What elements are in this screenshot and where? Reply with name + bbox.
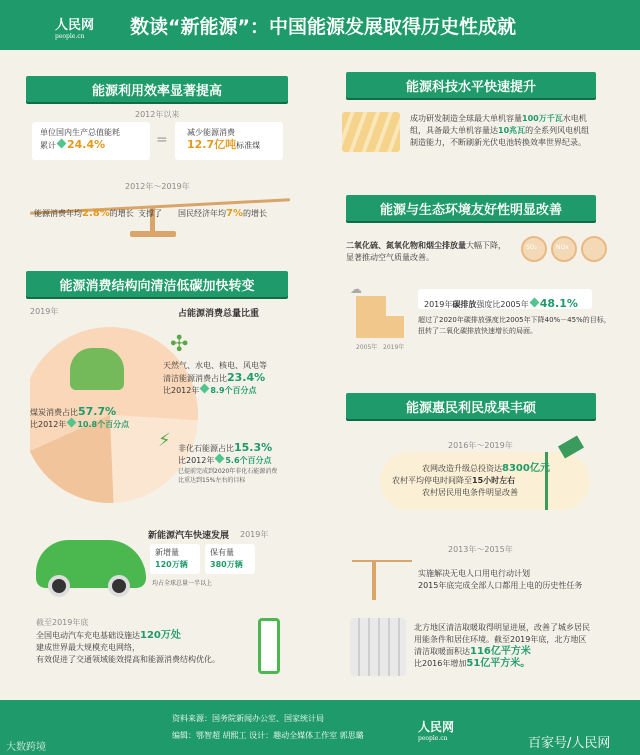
up-arrow-icon: [215, 454, 225, 464]
radiator-icon: [350, 618, 406, 676]
chimney-2005-icon: [356, 296, 386, 338]
equals-sign: =: [156, 132, 168, 148]
so2-label: SO₂: [526, 244, 537, 251]
gdp-energy-value: 24.4%: [67, 138, 106, 151]
heating-increase-value: 51亿平方米。: [466, 658, 531, 669]
scale-base: [130, 231, 176, 237]
eco-text: 二氧化硫、氮氧化物和烟尘排放量大幅下降， 显著推动空气质量改善。: [346, 241, 506, 262]
share-title: 占能源消费总量比重: [178, 309, 260, 319]
power-line-icon: [352, 560, 412, 600]
watermark-left: 大数跨境: [6, 742, 46, 753]
efficiency-since: 2012年以来: [135, 110, 180, 119]
smoke-cloud-icon: [581, 236, 607, 262]
page-header: [0, 0, 640, 50]
utility-pole-icon: [372, 560, 376, 600]
carbon-value: 48.1%: [539, 297, 578, 310]
section-heading-efficiency: 能源利用效率显著提高: [26, 76, 288, 102]
up-arrow-icon: [200, 384, 210, 394]
wind-turbine-icon: ✣: [170, 332, 189, 357]
year-2019: 2019年: [383, 344, 405, 351]
carbon-box: 2019年碳排放强度比2005年 48.1%: [418, 289, 592, 309]
section-heading-structure: 能源消费结构向清洁低碳加快转变: [26, 271, 288, 297]
footer-credits: 编辑：鄂智超 胡熙工 设计：趣动全媒体工作室 郭思璐: [172, 731, 364, 740]
car-wheel-icon: [48, 575, 70, 597]
nev-new-box: 新增量 120万辆: [150, 544, 200, 574]
chimney-2019-icon: [386, 316, 404, 338]
efficiency-period: 2012年～2019年: [125, 182, 190, 191]
benefit-period1: 2016年～2019年: [448, 441, 513, 450]
scale-left-text: 能源消费年均2.8%的增长: [34, 208, 134, 219]
charging-text: 全国电动汽车充电基础设施达120万处 建成世界最大规模充电网络， 有效促进了交通领域能效提高和能源消费结构优化。: [36, 630, 220, 664]
nev-hold-value: 380万辆: [210, 560, 243, 569]
heating-text: 北方地区清洁取暖取得明显进展，改善了城乡居民 用能条件和居住环境。截至2019年底，北方地区 清洁取暖面积达116亿平方米 比2016年增加51亿平方米。: [414, 623, 590, 669]
down-arrow-icon: [67, 418, 77, 428]
nev-note: 均占全球总量一半以上: [152, 580, 213, 587]
charging-pile-icon: [258, 618, 280, 674]
coal-value: 57.7%: [78, 405, 117, 418]
people-logo: 人民网 people.cn: [55, 18, 95, 40]
tech-text: 成功研发制造全球最大单机容量100万千瓦水电机 组，具备最大单机容量达10兆瓦的全系列风电机组 制造能力，不断刷新光伏电池转换效率世界纪录。: [410, 114, 590, 147]
nev-new-value: 120万辆: [155, 560, 188, 569]
nox-label: NOx: [556, 244, 569, 251]
down-arrow-icon: [57, 139, 67, 149]
smoke-icon: ☁: [350, 282, 362, 296]
gdp-energy-box: 单位国内生产总值能耗 累计 24.4%: [32, 122, 150, 160]
watermark-right: 百家号/人民网: [528, 736, 611, 751]
solar-panel-icon: [342, 112, 400, 152]
nev-by-year: 截至2019年底: [36, 618, 89, 627]
nonfossil-text: 非化石能源占比15.3% 比2012年 5.6个百分点 已提前完成到2020年非化石能源消费 比重达到15%左右的目标: [178, 441, 278, 484]
power-tower-icon: ⚡: [158, 430, 171, 451]
year-2005: 2005年: [356, 344, 378, 351]
rural-value: 8300亿元: [502, 463, 550, 474]
page-footer: [0, 700, 640, 755]
nev-hold-box: 保有量 380万辆: [205, 544, 255, 574]
reduce-value: 12.7亿吨: [187, 138, 237, 151]
coal-cart-icon: [70, 348, 124, 390]
gdp-energy-label: 单位国内生产总值能耗: [40, 128, 120, 137]
section-heading-tech: 能源科技水平快速提升: [346, 72, 596, 98]
clean-energy-text: 天然气、水电、核电、风电等 清洁能源消费占比23.4% 比2012年 8.9个百分点: [163, 361, 267, 395]
scale-mid-text: 支撑了: [138, 209, 162, 218]
heating-area-value: 116亿平方米: [470, 646, 531, 657]
scale-right-text: 国民经济年均7%的增长: [178, 208, 267, 219]
rural-text: 农网改造升级总投资达8300亿元 农村平均停电时间降至15小时左右 农村居民用电条件明显改善: [392, 463, 550, 497]
nonfossil-value: 15.3%: [234, 441, 273, 454]
footer-source: 资料来源：国务院新闻办公室、国家统计局: [172, 714, 324, 723]
clean-energy-value: 23.4%: [227, 371, 266, 384]
benefit-period2: 2013年～2015年: [448, 545, 513, 554]
structure-year: 2019年: [30, 307, 59, 316]
coal-text: 煤炭消费占比57.7% 比2012年 10.8个百分点: [30, 405, 130, 429]
reduce-label: 减少能源消费: [187, 128, 235, 137]
nev-year: 2019年: [240, 530, 269, 539]
section-heading-benefit: 能源惠民利民成果丰硕: [346, 393, 596, 419]
down-arrow-icon: [529, 298, 539, 308]
carbon-note: 超过了2020年碳排放强度比2005年下降40%－45%的目标， 扭转了二氧化碳排放快速增长的局面。: [418, 316, 611, 335]
footer-logo: 人民网 people.cn: [418, 720, 455, 742]
page-title: 数读“新能源”：中国能源发展取得历史性成就: [130, 16, 516, 38]
nev-title: 新能源汽车快速发展: [148, 531, 230, 541]
car-wheel-icon: [108, 575, 130, 597]
power-text: 实施解决无电人口用电行动计划 2015年底完成全部人口都用上电的历史性任务: [418, 569, 583, 590]
charging-value: 120万处: [140, 630, 181, 641]
reduce-box: 减少能源消费 12.7亿吨标准煤: [175, 122, 283, 160]
section-heading-eco: 能源与生态环境友好性明显改善: [346, 195, 596, 221]
